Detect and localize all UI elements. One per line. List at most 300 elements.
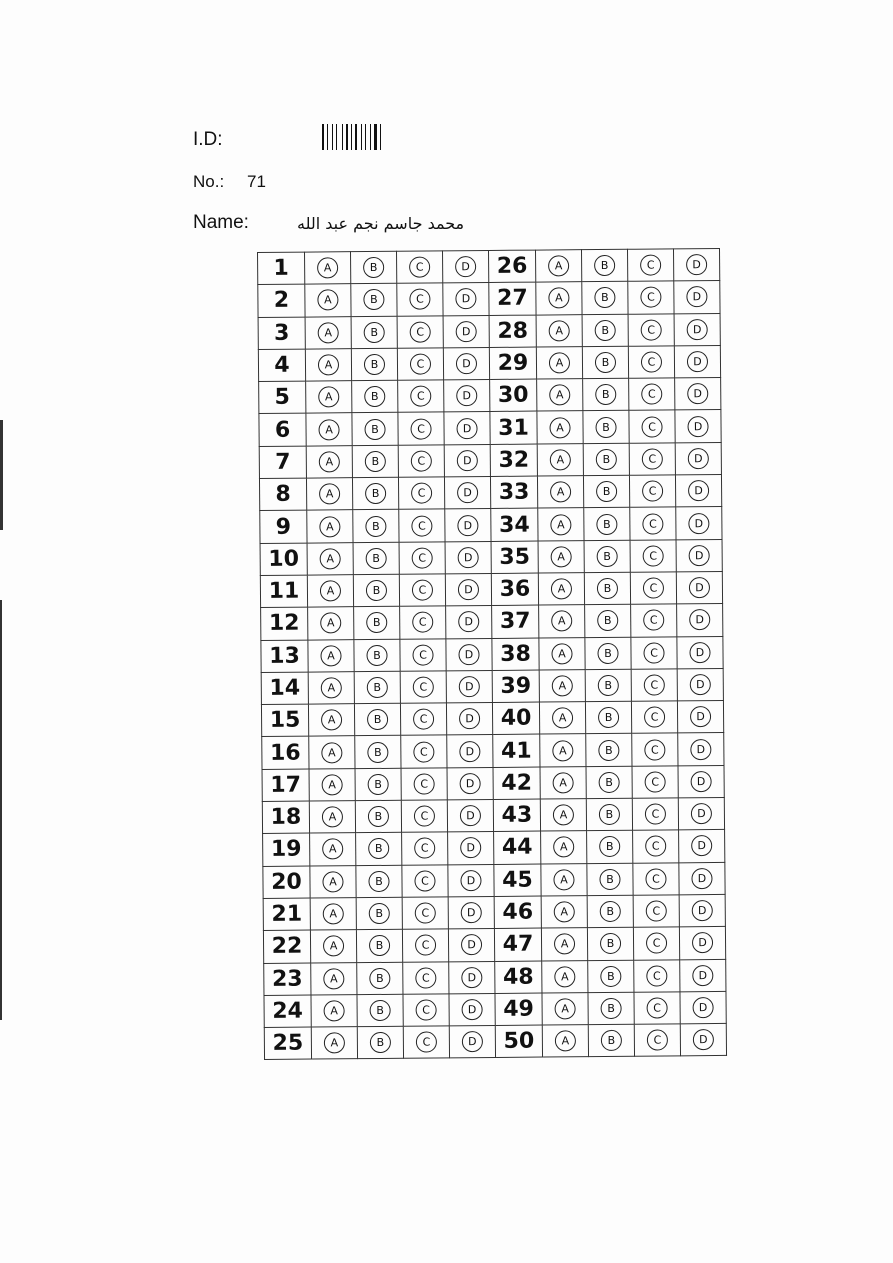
answer-bubble-c[interactable]: C: [646, 933, 667, 954]
answer-bubble-a[interactable]: A: [549, 385, 570, 406]
question-number: 10: [260, 543, 307, 576]
answer-bubble-b[interactable]: B: [601, 1030, 622, 1051]
answer-bubble-c[interactable]: C: [644, 707, 665, 728]
answer-bubble-d[interactable]: D: [457, 515, 478, 536]
answer-bubble-a[interactable]: A: [553, 869, 574, 890]
answer-bubble-a[interactable]: A: [318, 387, 339, 408]
answer-bubble-c[interactable]: C: [644, 674, 665, 695]
answer-bubble-d[interactable]: D: [686, 287, 707, 308]
answer-bubble-b[interactable]: B: [597, 546, 618, 567]
option-cell: [632, 733, 678, 766]
answer-bubble-c[interactable]: C: [410, 321, 431, 342]
scan-edge-mark: [0, 420, 3, 530]
answer-bubble-c[interactable]: C: [646, 901, 667, 922]
answer-bubble-a[interactable]: A: [322, 839, 343, 860]
option-cell: [630, 507, 676, 540]
question-number: 48: [495, 961, 542, 994]
answer-bubble-c[interactable]: C: [415, 935, 436, 956]
answer-bubble-c[interactable]: C: [414, 838, 435, 859]
answer-bubble-d[interactable]: D: [462, 999, 483, 1020]
answer-grid: [257, 248, 727, 1060]
question-number: 49: [495, 993, 542, 1026]
option-cell: [633, 862, 679, 895]
option-cell: [398, 380, 444, 413]
answer-bubble-c[interactable]: C: [642, 448, 663, 469]
question-number: 20: [263, 866, 310, 899]
answer-bubble-a[interactable]: A: [317, 290, 338, 311]
option-cell: [449, 961, 495, 994]
answer-bubble-d[interactable]: D: [688, 448, 709, 469]
answer-bubble-c[interactable]: C: [411, 515, 432, 536]
option-cell: [403, 961, 449, 994]
answer-bubble-a[interactable]: A: [548, 255, 569, 276]
option-cell: [536, 347, 582, 380]
answer-bubble-b[interactable]: B: [598, 675, 619, 696]
option-cell: [676, 507, 722, 540]
answer-bubble-a[interactable]: A: [552, 708, 573, 729]
answer-bubble-c[interactable]: C: [416, 999, 437, 1020]
answer-bubble-d[interactable]: D: [689, 545, 710, 566]
option-cell: [448, 864, 494, 897]
answer-bubble-b[interactable]: B: [365, 483, 386, 504]
option-cell: [352, 413, 398, 446]
answer-bubble-c[interactable]: C: [412, 612, 433, 633]
answer-bubble-d[interactable]: D: [690, 739, 711, 760]
answer-bubble-c[interactable]: C: [412, 580, 433, 601]
answer-bubble-c[interactable]: C: [641, 384, 662, 405]
answer-bubble-a[interactable]: A: [324, 1033, 345, 1054]
option-cell: [305, 252, 351, 285]
answer-bubble-a[interactable]: A: [319, 451, 340, 472]
answer-bubble-c[interactable]: C: [643, 642, 664, 663]
answer-bubble-d[interactable]: D: [458, 579, 479, 600]
answer-bubble-a[interactable]: A: [554, 901, 575, 922]
option-cell: [355, 768, 401, 801]
answer-bubble-a[interactable]: A: [551, 611, 572, 632]
answer-bubble-a[interactable]: A: [550, 449, 571, 470]
answer-bubble-d[interactable]: D: [460, 773, 481, 794]
answer-bubble-b[interactable]: B: [598, 739, 619, 760]
answer-bubble-b[interactable]: B: [595, 416, 616, 437]
answer-bubble-d[interactable]: D: [693, 1029, 714, 1050]
answer-bubble-c[interactable]: C: [411, 483, 432, 504]
answer-bubble-d[interactable]: D: [461, 934, 482, 955]
answer-bubble-a[interactable]: A: [322, 806, 343, 827]
answer-bubble-b[interactable]: B: [363, 289, 384, 310]
option-cell: [446, 638, 492, 671]
answer-bubble-a[interactable]: A: [317, 257, 338, 278]
answer-bubble-d[interactable]: D: [458, 547, 479, 568]
answer-bubble-c[interactable]: C: [414, 773, 435, 794]
answer-bubble-d[interactable]: D: [456, 418, 477, 439]
answer-bubble-a[interactable]: A: [552, 740, 573, 761]
answer-bubble-a[interactable]: A: [548, 288, 569, 309]
answer-bubble-d[interactable]: D: [462, 1031, 483, 1052]
answer-bubble-b[interactable]: B: [368, 806, 389, 827]
answer-bubble-a[interactable]: A: [551, 578, 572, 599]
option-cell: [351, 316, 397, 349]
answer-bubble-d[interactable]: D: [688, 513, 709, 534]
option-cell: [355, 736, 401, 769]
answer-bubble-c[interactable]: C: [413, 676, 434, 697]
answer-bubble-c[interactable]: C: [645, 868, 666, 889]
option-cell: [674, 281, 720, 314]
answer-bubble-d[interactable]: D: [458, 644, 479, 665]
answer-bubble-d[interactable]: D: [457, 450, 478, 471]
answer-bubble-b[interactable]: B: [370, 1000, 391, 1021]
answer-bubble-c[interactable]: C: [645, 804, 666, 825]
answer-bubble-c[interactable]: C: [409, 257, 430, 278]
option-cell: [306, 381, 352, 414]
answer-bubble-a[interactable]: A: [552, 675, 573, 696]
option-cell: [445, 509, 491, 542]
answer-bubble-b[interactable]: B: [596, 449, 617, 470]
question-number: 26: [488, 250, 535, 283]
answer-bubble-d[interactable]: D: [690, 706, 711, 727]
answer-bubble-d[interactable]: D: [456, 321, 477, 342]
answer-bubble-c[interactable]: C: [412, 644, 433, 665]
question-number: 30: [490, 379, 537, 412]
answer-bubble-b[interactable]: B: [366, 645, 387, 666]
option-cell: [306, 445, 352, 478]
option-cell: [444, 444, 490, 477]
question-number: 22: [263, 930, 310, 963]
answer-bubble-a[interactable]: A: [553, 804, 574, 825]
answer-bubble-d[interactable]: D: [689, 609, 710, 630]
question-number: 17: [262, 769, 309, 802]
option-cell: [446, 606, 492, 639]
answer-bubble-a[interactable]: A: [554, 966, 575, 987]
question-number: 34: [491, 508, 538, 541]
answer-bubble-b[interactable]: B: [367, 741, 388, 762]
option-cell: [354, 607, 400, 640]
answer-bubble-c[interactable]: C: [410, 354, 431, 375]
answer-row: [259, 475, 721, 511]
option-cell: [631, 636, 677, 669]
answer-bubble-b[interactable]: B: [601, 998, 622, 1019]
answer-bubble-c[interactable]: C: [640, 287, 661, 308]
answer-bubble-a[interactable]: A: [323, 936, 344, 957]
answer-bubble-c[interactable]: C: [646, 965, 667, 986]
answer-bubble-b[interactable]: B: [366, 548, 387, 569]
answer-bubble-d[interactable]: D: [687, 416, 708, 437]
answer-bubble-a[interactable]: A: [553, 837, 574, 858]
barcode-icon: [322, 124, 384, 150]
answer-bubble-a[interactable]: A: [550, 514, 571, 535]
answer-bubble-b[interactable]: B: [369, 903, 390, 924]
answer-bubble-a[interactable]: A: [320, 548, 341, 569]
question-number: 9: [260, 510, 307, 543]
question-number: 6: [259, 414, 306, 447]
answer-bubble-a[interactable]: A: [323, 968, 344, 989]
answer-bubble-b[interactable]: B: [367, 709, 388, 730]
answer-bubble-d[interactable]: D: [460, 870, 481, 891]
question-number: 24: [264, 995, 311, 1028]
answer-bubble-c[interactable]: C: [414, 870, 435, 891]
answer-bubble-d[interactable]: D: [458, 611, 479, 632]
question-number: 8: [259, 478, 306, 511]
answer-bubble-d[interactable]: D: [689, 577, 710, 598]
answer-bubble-a[interactable]: A: [318, 354, 339, 375]
option-cell: [402, 929, 448, 962]
answer-bubble-b[interactable]: B: [365, 451, 386, 472]
answer-bubble-a[interactable]: A: [320, 645, 341, 666]
answer-bubble-a[interactable]: A: [321, 677, 342, 698]
answer-bubble-a[interactable]: A: [322, 774, 343, 795]
question-number: 50: [495, 1025, 542, 1058]
answer-bubble-d[interactable]: D: [691, 836, 712, 857]
answer-bubble-c[interactable]: C: [641, 352, 662, 373]
option-cell: [680, 959, 726, 992]
answer-bubble-d[interactable]: D: [692, 932, 713, 953]
answer-bubble-b[interactable]: B: [597, 578, 618, 599]
answer-bubble-c[interactable]: C: [413, 741, 434, 762]
option-cell: [628, 346, 674, 379]
option-cell: [633, 830, 679, 863]
scan-edge-mark: [0, 600, 2, 1020]
answer-bubble-a[interactable]: A: [555, 998, 576, 1019]
answer-bubble-b[interactable]: B: [366, 580, 387, 601]
option-cell: [398, 445, 444, 478]
option-cell: [401, 800, 447, 833]
answer-bubble-c[interactable]: C: [410, 418, 431, 439]
answer-bubble-b[interactable]: B: [365, 515, 386, 536]
option-cell: [308, 672, 354, 705]
answer-bubble-c[interactable]: C: [411, 450, 432, 471]
answer-row: [258, 248, 720, 284]
answer-bubble-c[interactable]: C: [414, 806, 435, 827]
answer-bubble-d[interactable]: D: [461, 902, 482, 923]
option-cell: [353, 574, 399, 607]
answer-bubble-a[interactable]: A: [319, 484, 340, 505]
option-cell: [353, 510, 399, 543]
answer-bubble-a[interactable]: A: [324, 1000, 345, 1021]
answer-bubble-c[interactable]: C: [647, 1030, 668, 1051]
answer-bubble-b[interactable]: B: [366, 612, 387, 633]
answer-bubble-d[interactable]: D: [461, 967, 482, 988]
answer-bubble-d[interactable]: D: [691, 771, 712, 792]
answer-bubble-c[interactable]: C: [643, 578, 664, 599]
option-cell: [584, 540, 630, 573]
answer-bubble-a[interactable]: A: [321, 742, 342, 763]
answer-bubble-c[interactable]: C: [413, 709, 434, 730]
answer-bubble-b[interactable]: B: [364, 386, 385, 407]
option-cell: [400, 671, 446, 704]
option-cell: [539, 605, 585, 638]
answer-bubble-b[interactable]: B: [367, 677, 388, 698]
option-cell: [354, 639, 400, 672]
answer-bubble-a[interactable]: A: [318, 322, 339, 343]
answer-bubble-a[interactable]: A: [318, 419, 339, 440]
option-cell: [583, 475, 629, 508]
answer-row: [258, 313, 720, 349]
answer-bubble-b[interactable]: B: [598, 707, 619, 728]
answer-bubble-d[interactable]: D: [460, 805, 481, 826]
answer-bubble-c[interactable]: C: [416, 1032, 437, 1053]
answer-bubble-b[interactable]: B: [600, 933, 621, 954]
answer-bubble-a[interactable]: A: [549, 417, 570, 438]
option-cell: [403, 994, 449, 1027]
answer-bubble-b[interactable]: B: [364, 419, 385, 440]
question-number: 23: [264, 963, 311, 996]
answer-bubble-b[interactable]: B: [595, 320, 616, 341]
answer-bubble-d[interactable]: D: [455, 256, 476, 277]
answer-bubble-c[interactable]: C: [640, 255, 661, 276]
answer-bubble-d[interactable]: D: [687, 319, 708, 340]
option-cell: [675, 442, 721, 475]
option-cell: [447, 767, 493, 800]
answer-bubble-a[interactable]: A: [550, 481, 571, 502]
answer-bubble-d[interactable]: D: [692, 900, 713, 921]
option-cell: [629, 410, 675, 443]
answer-bubble-a[interactable]: A: [322, 871, 343, 892]
answer-bubble-c[interactable]: C: [645, 836, 666, 857]
answer-bubble-d[interactable]: D: [456, 385, 477, 406]
answer-bubble-d[interactable]: D: [693, 997, 714, 1018]
answer-bubble-b[interactable]: B: [370, 1032, 391, 1053]
option-cell: [537, 411, 583, 444]
answer-bubble-b[interactable]: B: [599, 869, 620, 890]
barcode-bar: [374, 124, 377, 150]
answer-bubble-d[interactable]: D: [689, 642, 710, 663]
answer-bubble-d[interactable]: D: [687, 351, 708, 372]
answer-row: [263, 830, 725, 866]
option-cell: [634, 992, 680, 1025]
option-cell: [676, 539, 722, 572]
answer-bubble-d[interactable]: D: [459, 708, 480, 729]
question-number: 1: [258, 252, 305, 285]
answer-bubble-c[interactable]: C: [645, 771, 666, 792]
answer-bubble-b[interactable]: B: [599, 772, 620, 793]
option-cell: [397, 283, 443, 316]
answer-bubble-b[interactable]: B: [597, 643, 618, 664]
answer-bubble-b[interactable]: B: [369, 935, 390, 956]
answer-bubble-d[interactable]: D: [688, 480, 709, 501]
answer-bubble-a[interactable]: A: [551, 546, 572, 567]
answer-bubble-b[interactable]: B: [595, 384, 616, 405]
option-cell: [678, 733, 724, 766]
answer-bubble-c[interactable]: C: [643, 610, 664, 631]
barcode-bar: [322, 124, 324, 150]
answer-bubble-b[interactable]: B: [597, 610, 618, 631]
answer-bubble-a[interactable]: A: [551, 643, 572, 664]
answer-bubble-a[interactable]: A: [321, 710, 342, 731]
answer-bubble-b[interactable]: B: [363, 257, 384, 278]
option-cell: [398, 412, 444, 445]
answer-bubble-d[interactable]: D: [459, 741, 480, 762]
answer-bubble-b[interactable]: B: [600, 901, 621, 922]
answer-bubble-a[interactable]: A: [553, 772, 574, 793]
option-cell: [629, 443, 675, 476]
answer-bubble-c[interactable]: C: [409, 289, 430, 310]
option-cell: [541, 928, 587, 961]
answer-bubble-b[interactable]: B: [369, 968, 390, 989]
answer-bubble-b[interactable]: B: [364, 354, 385, 375]
answer-bubble-d[interactable]: D: [691, 868, 712, 889]
option-cell: [443, 315, 489, 348]
option-cell: [542, 960, 588, 993]
answer-bubble-b[interactable]: B: [596, 481, 617, 502]
answer-bubble-c[interactable]: C: [415, 903, 436, 924]
answer-bubble-b[interactable]: B: [599, 804, 620, 825]
answer-bubble-b[interactable]: B: [594, 287, 615, 308]
option-cell: [539, 702, 585, 735]
answer-bubble-d[interactable]: D: [459, 676, 480, 697]
answer-bubble-c[interactable]: C: [415, 967, 436, 988]
option-cell: [351, 284, 397, 317]
answer-bubble-c[interactable]: C: [647, 997, 668, 1018]
option-cell: [311, 1027, 357, 1060]
answer-bubble-d[interactable]: D: [460, 838, 481, 859]
answer-bubble-d[interactable]: D: [457, 482, 478, 503]
option-cell: [448, 832, 494, 865]
option-cell: [675, 378, 721, 411]
question-number: 42: [493, 767, 540, 800]
question-number: 25: [264, 1027, 311, 1060]
answer-bubble-a[interactable]: A: [319, 516, 340, 537]
question-number: 12: [261, 607, 308, 640]
answer-bubble-a[interactable]: A: [549, 320, 570, 341]
answer-bubble-b[interactable]: B: [595, 352, 616, 373]
option-cell: [582, 314, 628, 347]
answer-bubble-a[interactable]: A: [555, 1031, 576, 1052]
answer-bubble-b[interactable]: B: [594, 255, 615, 276]
question-number: 45: [494, 864, 541, 897]
answer-bubble-a[interactable]: A: [549, 352, 570, 373]
answer-bubble-c[interactable]: C: [642, 513, 663, 534]
answer-bubble-d[interactable]: D: [455, 289, 476, 310]
option-cell: [310, 930, 356, 963]
option-cell: [631, 604, 677, 637]
answer-bubble-d[interactable]: D: [690, 674, 711, 695]
answer-bubble-b[interactable]: B: [364, 322, 385, 343]
answer-bubble-b[interactable]: B: [599, 836, 620, 857]
answer-bubble-c[interactable]: C: [643, 545, 664, 566]
answer-bubble-c[interactable]: C: [644, 739, 665, 760]
option-cell: [677, 668, 723, 701]
answer-bubble-c[interactable]: C: [410, 386, 431, 407]
answer-bubble-a[interactable]: A: [323, 903, 344, 924]
answer-bubble-a[interactable]: A: [320, 613, 341, 634]
answer-bubble-d[interactable]: D: [686, 254, 707, 275]
answer-bubble-b[interactable]: B: [368, 871, 389, 892]
answer-bubble-b[interactable]: B: [600, 966, 621, 987]
option-cell: [629, 378, 675, 411]
answer-bubble-d[interactable]: D: [687, 383, 708, 404]
option-cell: [633, 895, 679, 928]
answer-bubble-c[interactable]: C: [412, 547, 433, 568]
answer-bubble-b[interactable]: B: [368, 774, 389, 795]
answer-bubble-b[interactable]: B: [368, 838, 389, 859]
answer-bubble-c[interactable]: C: [642, 481, 663, 502]
question-number: 21: [263, 898, 310, 931]
answer-bubble-d[interactable]: D: [456, 353, 477, 374]
option-cell: [583, 378, 629, 411]
answer-bubble-c[interactable]: C: [641, 416, 662, 437]
answer-bubble-a[interactable]: A: [320, 580, 341, 601]
option-cell: [309, 768, 355, 801]
answer-bubble-b[interactable]: B: [596, 513, 617, 534]
option-cell: [402, 832, 448, 865]
option-cell: [588, 1024, 634, 1057]
question-number: 33: [490, 476, 537, 509]
answer-bubble-c[interactable]: C: [641, 319, 662, 340]
answer-bubble-a[interactable]: A: [554, 934, 575, 955]
answer-bubble-d[interactable]: D: [692, 965, 713, 986]
question-number: 15: [261, 704, 308, 737]
answer-row: [261, 636, 723, 672]
answer-bubble-d[interactable]: D: [691, 803, 712, 824]
